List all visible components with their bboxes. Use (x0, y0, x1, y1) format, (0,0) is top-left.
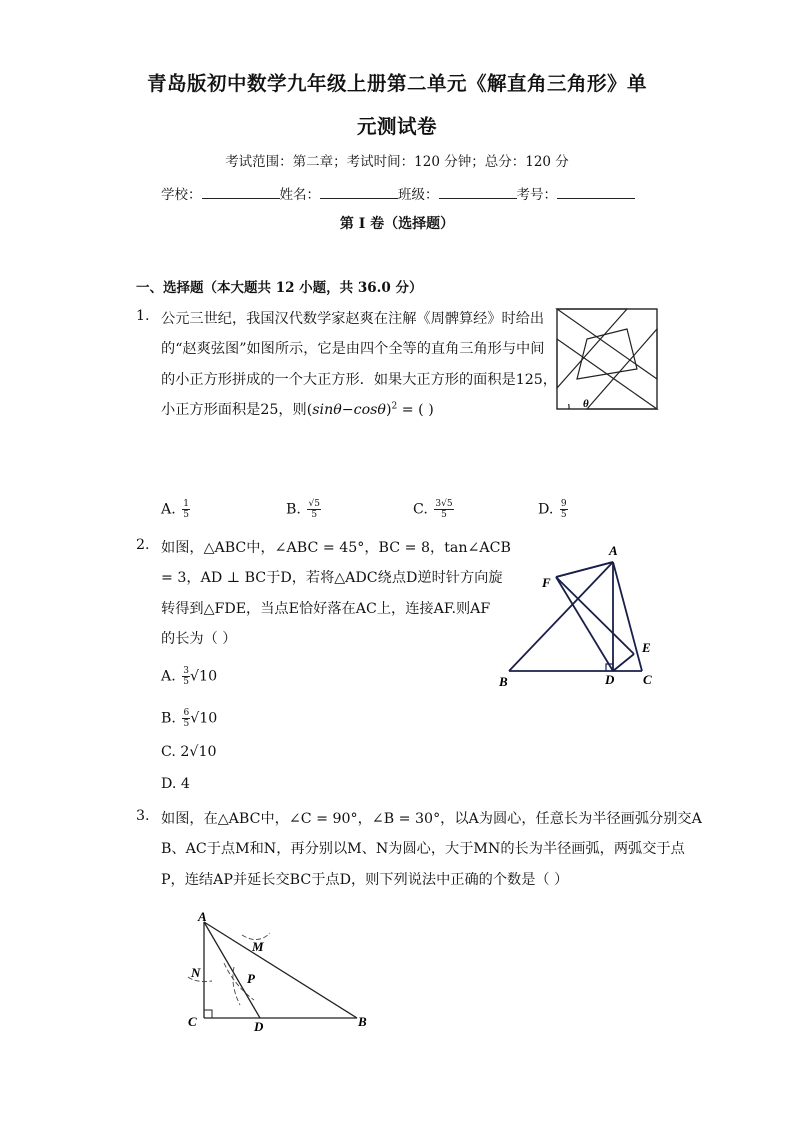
q1-number: 1. (136, 308, 150, 324)
name-blank[interactable] (320, 186, 398, 199)
q1-option-a-frac: $\frac{1}{5}$ (183, 499, 190, 520)
class-label: 班级： (398, 187, 439, 203)
q2-point-e: E (642, 640, 651, 655)
name-label: 姓名： (279, 187, 320, 203)
q1-option-b[interactable]: B. $\frac{√5}{5}$ (286, 499, 320, 520)
q2-number: 2. (136, 537, 150, 553)
q2-option-d[interactable]: D. 4 (161, 776, 190, 792)
number-label: 考号： (516, 187, 557, 203)
q2-point-f: F (542, 575, 551, 590)
q2-point-d: D (605, 672, 615, 687)
class-blank[interactable] (439, 186, 517, 199)
student-info-row (161, 183, 635, 203)
q1-option-d-frac: $\frac{9}{5}$ (560, 499, 567, 520)
q3-line1: 如图，在△ABC中，∠C = 90°，∠B = 30°，以A为圆心，任意长为半径画弧分别交A (161, 811, 702, 827)
q1-inner-square (577, 329, 637, 379)
q1-theta-label: θ (583, 398, 589, 410)
q3-point-n: N (191, 965, 201, 980)
q1-option-d[interactable]: D. $\frac{9}{5}$ (538, 499, 567, 520)
q1-zhao-shuang-diagram (555, 307, 659, 411)
q3-point-p: P (247, 971, 255, 986)
q1-line3: 的小正方形拼成的一个大正方形．如果大正方形的面积是125， (161, 372, 557, 388)
volume-title: 第 I 卷（选择题） (339, 216, 455, 232)
q1-option-b-frac: $\frac{√5}{5}$ (308, 499, 320, 520)
q3-point-m: M (252, 939, 264, 954)
school-label: 学校： (161, 187, 202, 203)
q1-option-a[interactable]: A. $\frac{1}{5}$ (161, 499, 190, 520)
q3-point-d: D (254, 1019, 264, 1034)
q1-line1: 公元三世纪，我国汉代数学家赵爽在注解《周髀算经》时给出 (161, 311, 545, 327)
q2-option-a[interactable]: A. $\frac{3}{5}$ √10 (161, 666, 218, 687)
q2-option-b[interactable]: B. $\frac{6}{5}$ √10 (161, 708, 218, 729)
q2-line4: 的长为（ ） (161, 631, 237, 647)
q3-point-b: B (358, 1014, 367, 1029)
q3-point-c: C (188, 1014, 197, 1029)
number-blank[interactable] (557, 186, 635, 199)
q1-option-c-frac: $\frac{3√5}{5}$ (435, 499, 453, 520)
q2-line3: 转得到△FDE，当点E恰好落在AC上，连接AF.则AF (161, 601, 491, 617)
q2-line1: 如图，△ABC中，∠ABC = 45°，BC = 8，tan∠ACB (161, 540, 511, 556)
q3-number: 3. (136, 808, 150, 824)
q1-expression: sinθ−cosθ (312, 402, 386, 418)
q2-point-b: B (499, 674, 508, 689)
page-title-line2: 元测试卷 (356, 115, 437, 138)
section-heading: 一、选择题（本大题共 12 小题，共 36.0 分） (136, 280, 423, 296)
q2-point-a: A (609, 543, 618, 558)
q2-triangle-diagram (494, 540, 664, 690)
q3-point-a: A (198, 909, 207, 924)
page-title-line1: 青岛版初中数学九年级上册第二单元《解直角三角形》单 (146, 72, 647, 95)
q2-line2: = 3，AD ⊥ BC于D，若将△ADC绕点D逆时针方向旋 (161, 570, 503, 586)
q2-point-c: C (643, 672, 652, 687)
q1-line2: 的“赵爽弦图”如图所示，它是由四个全等的直角三角形与中间 (161, 341, 545, 357)
q2-option-c[interactable]: C. 2√10 (161, 744, 217, 760)
q3-triangle-diagram (182, 905, 382, 1035)
q1-option-c[interactable]: C. $\frac{3√5}{5}$ (413, 499, 453, 520)
q1-line4: 小正方形面积是25，则$(\sin\theta-\cos\theta)^2$ = ( ) (161, 401, 434, 418)
q3-line3: P，连结AP并延长交BC于点D，则下列说法中正确的个数是（ ） (161, 872, 569, 888)
school-blank[interactable] (202, 186, 280, 199)
exam-info: 考试范围：第二章；考试时间：120 分钟；总分：120 分 (225, 154, 569, 170)
q3-line2: B、AC于点M和N，再分别以M、N为圆心，大于MN的长为半径画弧，两弧交于点 (161, 841, 685, 857)
